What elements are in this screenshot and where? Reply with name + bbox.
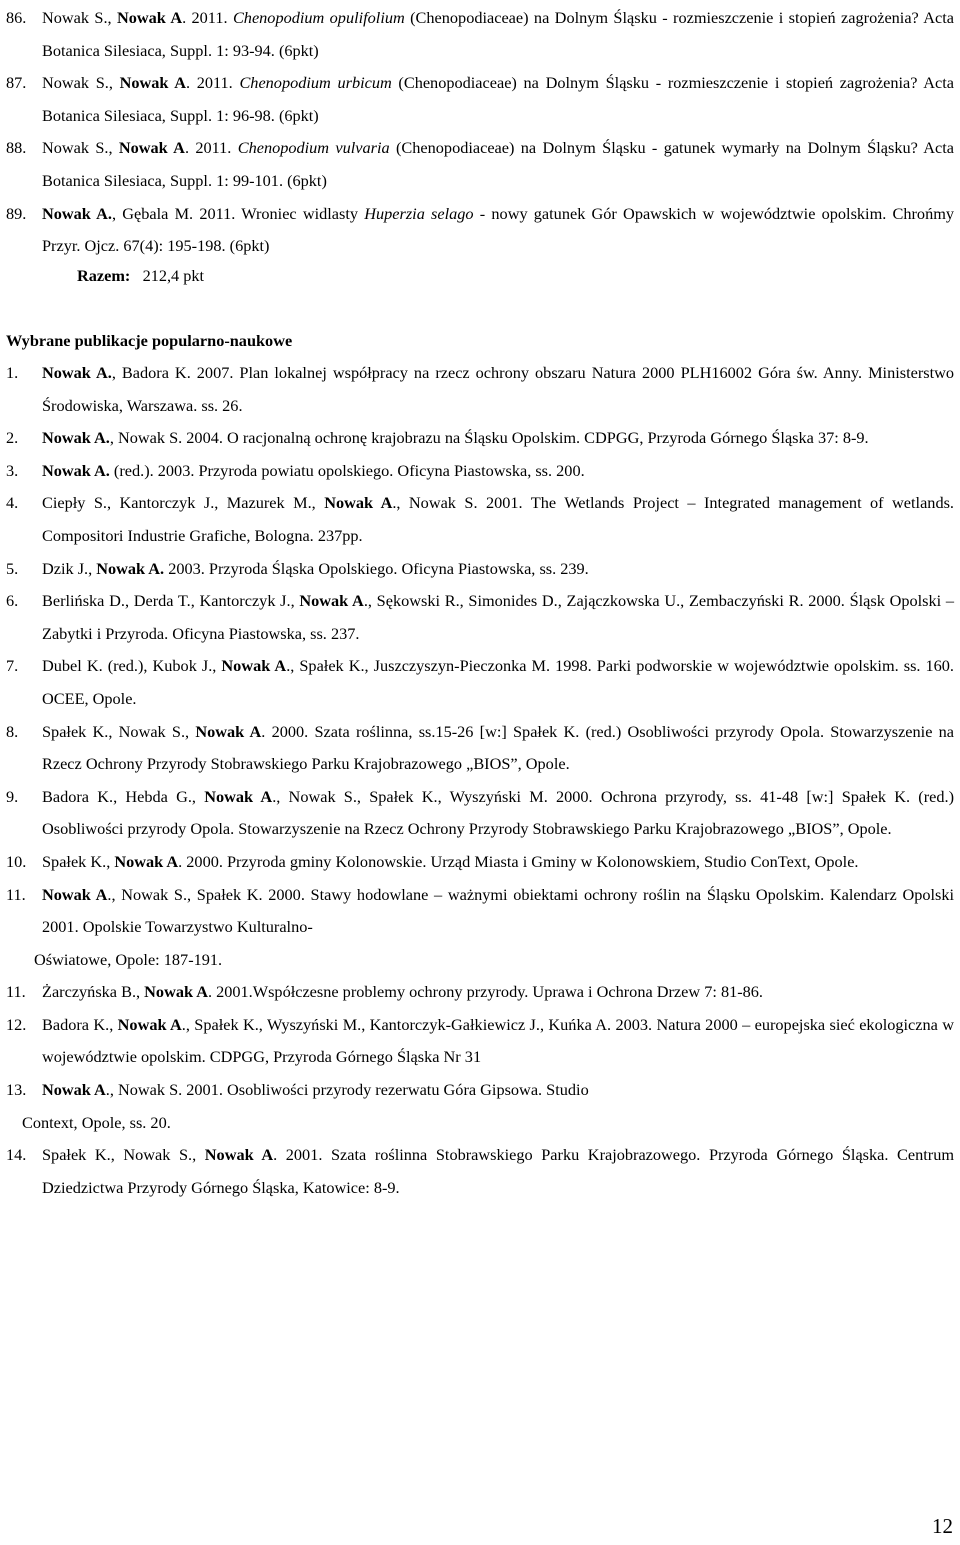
popular-item bbox=[0, 1139, 960, 1204]
popular-item bbox=[0, 846, 960, 879]
popular-item bbox=[0, 976, 960, 1009]
popular-item bbox=[0, 357, 960, 422]
reference-item bbox=[0, 67, 960, 132]
popular-number: 13. bbox=[6, 1080, 27, 1100]
popular-text: Nowak A., Badora K. 2007. Plan lokalnej współpracy na rzecz ochrony obszaru Natura 2000 PLH16002 Góra św. Anny. Ministerstwo Środowiska, Warszawa. ss. 26. bbox=[42, 363, 955, 415]
popular-text: Żarczyńska B., Nowak A. 2001.Współczesne problemy ochrony przyrody. Uprawa i Ochrona Drzew 7: 81-86. bbox=[42, 982, 764, 1002]
popular-publications-list bbox=[0, 357, 960, 1204]
total-label: Razem: bbox=[77, 266, 131, 285]
popular-number: 6. bbox=[6, 591, 19, 611]
popular-item bbox=[0, 1107, 960, 1140]
popular-text: Ciepły S., Kantorczyk J., Mazurek M., Nowak A., Nowak S. 2001. The Wetlands Project – Integrated management of wetlands. Compositori Industrie Grafiche, Bologna. 237pp. bbox=[42, 493, 954, 545]
reference-number: 87. bbox=[6, 73, 27, 93]
popular-item bbox=[0, 455, 960, 488]
popular-number: 2. bbox=[6, 428, 19, 448]
reference-number: 89. bbox=[6, 203, 27, 223]
popular-number: 4. bbox=[6, 493, 19, 513]
popular-text: Berlińska D., Derda T., Kantorczyk J., Nowak A., Sękowski R., Simonides D., Zajączkowska U., Zembaczyński R. 2000. Śląsk Opolski – Zabytki i Przyroda. Oficyna Piastowska, ss. 237. bbox=[42, 591, 955, 643]
popular-number: 7. bbox=[6, 656, 19, 676]
reference-item bbox=[0, 198, 960, 263]
popular-item bbox=[0, 553, 960, 586]
section-heading: Wybrane publikacje popularno-naukowe bbox=[6, 331, 293, 350]
popular-text: Nowak A., Nowak S., Spałek K. 2000. Stawy hodowlane – ważnymi obiektami ochrony roślin na Śląsku Opolskim. Kalendarz Opolski 2001. Opolskie Towarzystwo Kulturalno- bbox=[42, 884, 955, 937]
popular-number: 12. bbox=[6, 1014, 27, 1034]
popular-item bbox=[0, 650, 960, 715]
popular-number: 9. bbox=[6, 786, 19, 806]
popular-item bbox=[0, 879, 960, 944]
reference-item bbox=[0, 132, 960, 197]
reference-text: Nowak S., Nowak A. 2011. Chenopodium urbicum (Chenopodiaceae) na Dolnym Śląsku - rozmieszczenie i stopień zagrożenia? Acta Botanica Silesiaca, Suppl. 1: 96-98. (6pkt) bbox=[42, 73, 954, 125]
popular-text: Spałek K., Nowak S., Nowak A. 2000. Szata roślinna, ss.15-26 [w:] Spałek K. (red.) Osobliwości przyrody Opola. Stowarzyszenie na Rzecz Ochrony Przyrody Stobrawskiego Parku Krajobrazowego „BIOS”, Opole. bbox=[42, 721, 955, 774]
popular-number: 11. bbox=[6, 982, 26, 1002]
reference-item bbox=[0, 2, 960, 67]
popular-number: 1. bbox=[6, 363, 19, 382]
reference-list-top bbox=[0, 0, 960, 263]
popular-number: 10. bbox=[6, 851, 27, 871]
popular-number: 5. bbox=[6, 558, 19, 578]
popular-number: 8. bbox=[6, 721, 19, 741]
popular-text: Dubel K. (red.), Kubok J., Nowak A., Spałek K., Juszczyszyn-Pieczonka M. 1998. Parki podworskie w województwie opolskim. ss. 160. OCEE, Opole. bbox=[42, 656, 955, 708]
reference-text: Nowak S., Nowak A. 2011. Chenopodium opulifolium (Chenopodiaceae) na Dolnym Śląsku - rozmieszczenie i stopień zagrożenia? Acta Botanica Silesiaca, Suppl. 1: 93-94. (6pkt) bbox=[42, 8, 954, 60]
popular-item bbox=[0, 422, 960, 455]
reference-text: Nowak A., Gębala M. 2011. Wroniec widlasty Huperzia selago - nowy gatunek Gór Opawskich w województwie opolskim. Chrońmy Przyr. Ojcz. 67(4): 195-198. (6pkt) bbox=[42, 203, 955, 256]
popular-item bbox=[0, 1009, 960, 1074]
popular-text: Badora K., Nowak A., Spałek K., Wyszyński M., Kantorczyk-Gałkiewicz J., Kuńka A. 2003. Natura 2000 – europejska sieć ekologiczna w województwie opolskim. CDPGG, Przyroda Górnego Śląska Nr 31 bbox=[42, 1014, 954, 1067]
popular-item bbox=[0, 585, 960, 650]
popular-item bbox=[0, 1074, 960, 1107]
total-value: 212,4 pkt bbox=[142, 266, 205, 285]
popular-item bbox=[0, 487, 960, 552]
popular-text: Oświatowe, Opole: 187-191. bbox=[34, 949, 223, 969]
popular-item bbox=[0, 716, 960, 781]
page-number: 12 bbox=[932, 1514, 953, 1538]
popular-text: Spałek K., Nowak S., Nowak A. 2001. Szata roślinna Stobrawskiego Parku Krajobrazowego. Przyroda Górnego Śląska. Centrum Dziedzictwa Przyrody Górnego Śląska, Katowice: 8-9. bbox=[42, 1145, 955, 1197]
popular-text: Badora K., Hebda G., Nowak A., Nowak S., Spałek K., Wyszyński M. 2000. Ochrona przyrody, ss. 41-48 [w:] Spałek K. (red.) Osobliwości przyrody Opola. Stowarzyszenie na Rzecz Ochrony Przyrody Stobrawskiego Parku Krajobrazowego „BIOS”, Opole. bbox=[42, 786, 955, 839]
total-points bbox=[77, 260, 204, 293]
reference-text: Nowak S., Nowak A. 2011. Chenopodium vulvaria (Chenopodiaceae) na Dolnym Śląsku - gatunek wymarły na Dolnym Śląsku? Acta Botanica Silesiaca, Suppl. 1: 99-101. (6pkt) bbox=[42, 138, 954, 190]
popular-text: Nowak A. (red.). 2003. Przyroda powiatu opolskiego. Oficyna Piastowska, ss. 200. bbox=[42, 460, 585, 480]
popular-text: Nowak A., Nowak S. 2001. Osobliwości przyrody rezerwatu Góra Gipsowa. Studio bbox=[42, 1080, 589, 1100]
popular-number: 11. bbox=[6, 884, 26, 904]
popular-number: 14. bbox=[6, 1145, 27, 1165]
popular-text: Dzik J., Nowak A. 2003. Przyroda Śląska Opolskiego. Oficyna Piastowska, ss. 239. bbox=[42, 558, 589, 578]
popular-text: Context, Opole, ss. 20. bbox=[22, 1112, 171, 1132]
popular-text: Spałek K., Nowak A. 2000. Przyroda gminy Kolonowskie. Urząd Miasta i Gminy w Kolonowskiem, Studio ConText, Opole. bbox=[42, 851, 859, 871]
popular-number: 3. bbox=[6, 460, 19, 480]
popular-text: Nowak A., Nowak S. 2004. O racjonalną ochronę krajobrazu na Śląsku Opolskim. CDPGG, Przyroda Górnego Śląska 37: 8-9. bbox=[42, 428, 869, 448]
reference-number: 88. bbox=[6, 138, 27, 158]
reference-number: 86. bbox=[6, 8, 27, 27]
popular-item bbox=[0, 781, 960, 846]
popular-item bbox=[0, 944, 960, 977]
